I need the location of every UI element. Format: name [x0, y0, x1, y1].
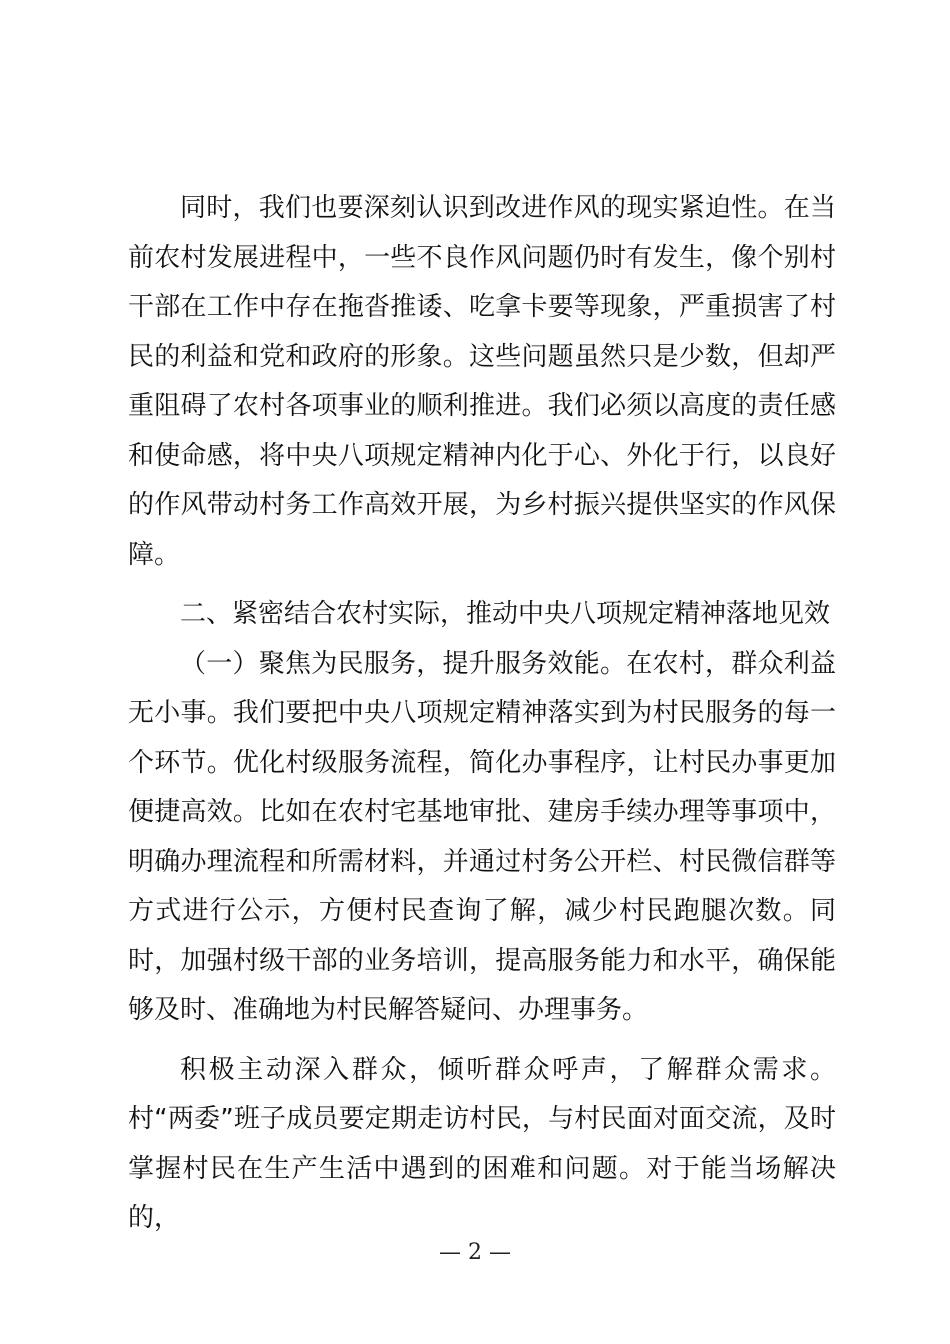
paragraph-service-efficiency: （一）聚焦为民服务，提升服务效能。在农村，群众利益无小事。我们要把中央八项规定精神落实到为村民服务的每一个环节。优化村级服务流程，简化办事程序，让村民办事更加便捷高效。比如在农村宅基地审批、建房手续办理等事项中，明确办理流程和所需材料，并通过村务公开栏、村民微信群等方式进行公示，方便村民查询了解，减少村民跑腿次数。同时，加强村级干部的业务培训，提高服务能力和水平，确保能够及时、准确地为村民解答疑问、办理事务。 — [128, 648, 836, 1025]
page-number: — 2 — — [439, 1240, 511, 1265]
section-heading-two: 二、紧密结合农村实际，推动中央八项规定精神落地见效 — [180, 599, 831, 629]
paragraph-visit-villagers: 积极主动深入群众，倾听群众呼声，了解群众需求。村“两委”班子成员要定期走访村民，与村民面对面交流，及时掌握村民在生产生活中遇到的困难和问题。对于能当场解决的， — [128, 1054, 836, 1233]
document-body — [128, 184, 836, 1244]
paragraph-work-style-urgency: 同时，我们也要深刻认识到改进作风的现实紧迫性。在当前农村发展进程中，一些不良作风问题仍时有发生，像个别村干部在工作中存在拖沓推诿、吃拿卡要等现象，严重损害了村民的利益和党和政府的形象。这些问题虽然只是少数，但却严重阻碍了农村各项事业的顺利推进。我们必须以高度的责任感和使命感，将中央八项规定精神内化于心、外化于行，以良好的作风带动村务工作高效开展，为乡村振兴提供坚实的作风保障。 — [128, 193, 836, 570]
